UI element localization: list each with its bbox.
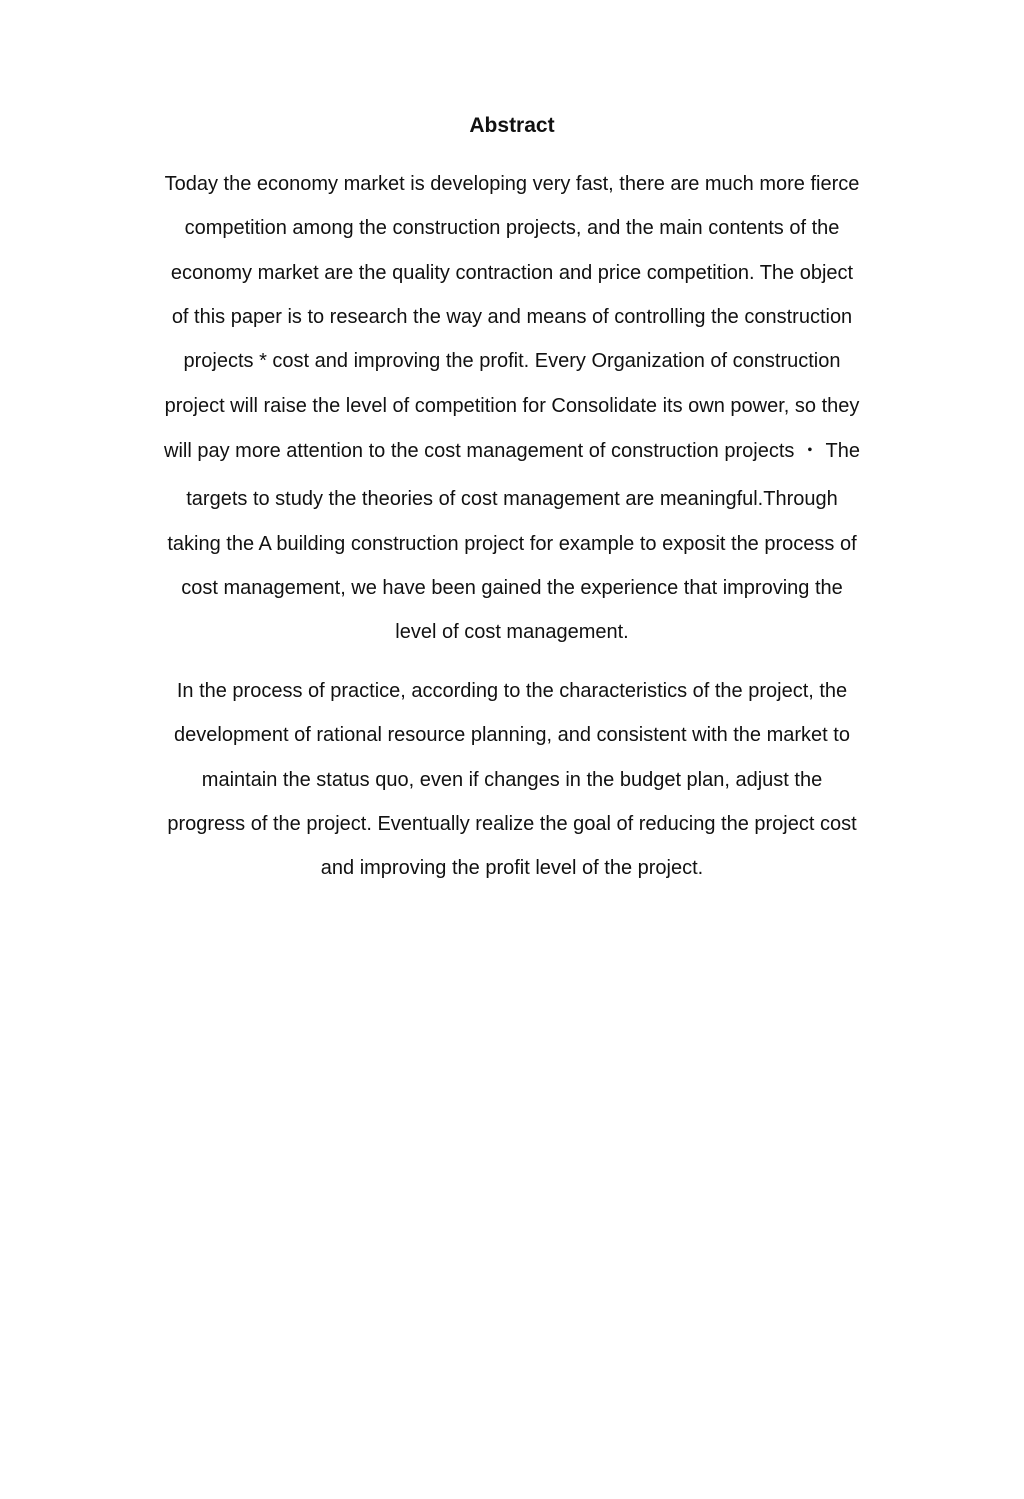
paragraph-1-line-9: taking the A building construction project for example to exposit the process of — [167, 533, 857, 555]
paragraph-2-line-2: development of rational resource planning, and consistent with the market to — [174, 724, 850, 746]
paragraph-2-line-4: progress of the project. Eventually realize the goal of reducing the project cost — [167, 813, 857, 835]
paragraph-1-line-11: level of cost management. — [395, 621, 629, 643]
paragraph-1-line-3: economy market are the quality contraction and price competition. The object — [170, 262, 854, 284]
paragraph-1-line-5: projects * cost and improving the profit. Every Organization of construction — [183, 350, 841, 372]
paragraph-2-line-3: maintain the status quo, even if changes in the budget plan, adjust the — [201, 769, 823, 791]
paragraph-1-line-7: will pay more attention to the cost management of construction projects ・ The — [164, 440, 860, 462]
paragraph-2-line-5: and improving the profit level of the project. — [320, 857, 704, 879]
paragraph-1-line-6: project will raise the level of competition for Consolidate its own power, so they — [164, 395, 860, 417]
paragraph-1-line-2: competition among the construction projects, and the main contents of the — [184, 217, 840, 239]
paragraph-1-line-10: cost management, we have been gained the experience that improving the — [181, 577, 843, 599]
paragraph-1-line-1: Today the economy market is developing very fast, there are much more fierce — [164, 173, 860, 195]
abstract-heading: Abstract — [469, 114, 555, 137]
paragraph-1-line-4: of this paper is to research the way and means of controlling the construction — [171, 306, 853, 328]
paragraph-1-line-8: targets to study the theories of cost management are meaningful.Through — [186, 488, 838, 510]
paragraph-2-line-1: In the process of practice, according to the characteristics of the project, the — [176, 680, 848, 702]
